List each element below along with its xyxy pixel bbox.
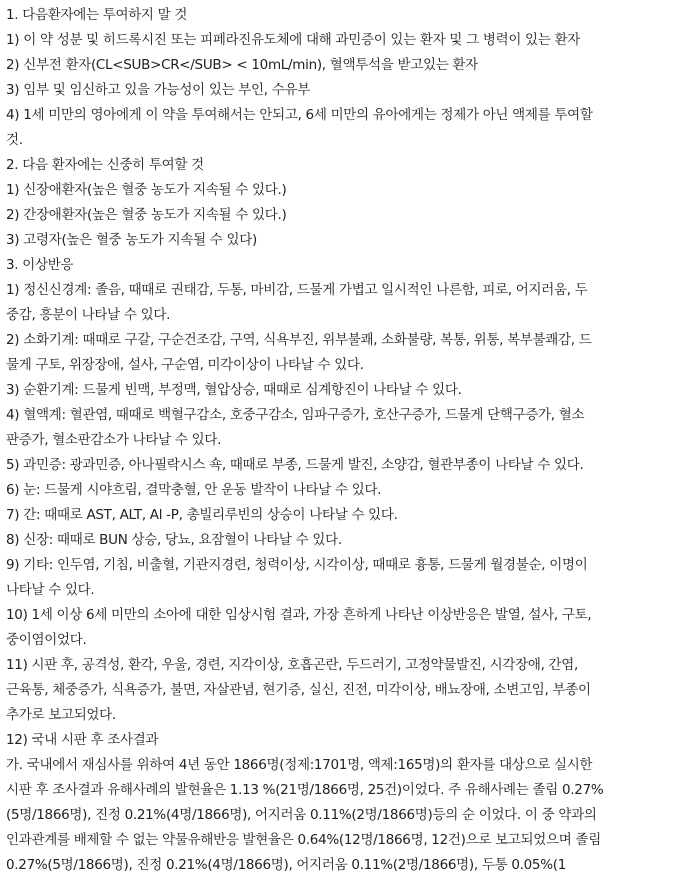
text-line: 3) 임부 및 임신하고 있을 가능성이 있는 부인, 수유부 [6, 82, 310, 98]
text-line: 시판 후 조사결과 유해사례의 발현율은 1.13 %(21명/1866명, 25건)이었다. 주 유해사례는 졸림 0.27% [6, 782, 604, 798]
text-line: 7) 간: 때때로 AST, ALT, Al -P, 총빌리루빈의 상승이 나타날 수 있다. [6, 507, 398, 523]
text-line: 10) 1세 이상 6세 미만의 소아에 대한 임상시험 결과, 가장 흔하게 나타난 이상반응은 발열, 설사, 구토, [6, 607, 592, 623]
text-line: 4) 1세 미만의 영아에게 이 약을 투여해서는 안되고, 6세 미만의 유아에게는 정제가 아닌 액제를 투여할 [6, 107, 593, 123]
text-line: 5) 과민증: 광과민증, 아나필락시스 쇽, 때때로 부종, 드물게 발진, 소양감, 혈관부종이 나타날 수 있다. [6, 457, 584, 473]
heading-contraindications: 1. 다음환자에는 투여하지 말 것 [6, 7, 188, 23]
text-line: 9) 기타: 인두염, 기침, 비출혈, 기관지경련, 청력이상, 시각이상, 때때로 흉통, 드물게 월경불순, 이명이 [6, 557, 588, 573]
heading-adverse-reactions: 3. 이상반응 [6, 257, 74, 273]
text-line: 1) 신장애환자(높은 혈중 농도가 지속될 수 있다.) [6, 182, 287, 198]
text-line: 판증가, 혈소판감소가 나타날 수 있다. [6, 432, 222, 448]
heading-precautions: 2. 다음 환자에는 신중히 투여할 것 [6, 157, 204, 173]
text-line: 12) 국내 시판 후 조사결과 [6, 732, 159, 748]
text-line: 4) 혈액계: 혈관염, 때때로 백혈구감소, 호중구감소, 임파구증가, 호산구증가, 드물게 단핵구증가, 혈소 [6, 407, 585, 423]
text-line: 근육통, 체중증가, 식욕증가, 불면, 자살관념, 현기증, 실신, 진전, 미각이상, 배뇨장애, 소변고임, 부종이 [6, 682, 591, 698]
text-line: 물게 구토, 위장장애, 설사, 구순염, 미각이상이 나타날 수 있다. [6, 357, 364, 373]
text-line: 3) 순환기계: 드물게 빈맥, 부정맥, 혈압상승, 때때로 심계항진이 나타날 수 있다. [6, 382, 462, 398]
text-line: 나타날 수 있다. [6, 582, 95, 598]
text-line: 추가로 보고되었다. [6, 707, 116, 723]
text-line: 6) 눈: 드물게 시야흐림, 결막충혈, 안 운동 발작이 나타날 수 있다. [6, 482, 382, 498]
text-line: 1) 정신신경계: 졸음, 때때로 권태감, 두통, 마비감, 드물게 가볍고 일시적인 나른함, 피로, 어지러움, 두 [6, 282, 588, 298]
text-line: 1) 이 약 성분 및 히드록시진 또는 피페라진유도체에 대해 과민증이 있는 환자 및 그 병력이 있는 환자 [6, 32, 581, 48]
text-line: 11) 시판 후, 공격성, 환각, 우울, 경련, 지각이상, 호흡곤란, 두드러기, 고정약물발진, 시각장애, 간염, [6, 657, 579, 673]
text-line: 2) 소화기계: 때때로 구갈, 구순건조감, 구역, 식욕부진, 위부불쾌, 소화불량, 복통, 위통, 복부불쾌감, 드 [6, 332, 592, 348]
text-line: 것. [6, 132, 23, 148]
text-line: 중이염이었다. [6, 632, 87, 648]
text-line: 중감, 흥분이 나타날 수 있다. [6, 307, 171, 323]
text-line: 3) 고령자(높은 혈중 농도가 지속될 수 있다) [6, 232, 257, 248]
text-line: 2) 신부전 환자(CL<SUB>CR</SUB> < 10mL/min), 혈액투석을 받고있는 환자 [6, 57, 478, 73]
text-line: 0.27%(5명/1866명), 진정 0.21%(4명/1866명), 어지러움 0.11%(2명/1866명), 두통 0.05%(1 [6, 857, 566, 873]
text-line: 8) 신장: 때때로 BUN 상승, 당뇨, 요잠혈이 나타날 수 있다. [6, 532, 342, 548]
text-line: 2) 간장애환자(높은 혈중 농도가 지속될 수 있다.) [6, 207, 287, 223]
text-line: (5명/1866명), 진정 0.21%(4명/1866명), 어지러움 0.11%(2명/1866명)등의 순 이었다. 이 중 약과의 [6, 807, 597, 823]
text-line: 인과관계를 배제할 수 없는 약물유해반응 발현율은 0.64%(12명/1866명, 12건)으로 보고되었으며 졸림 [6, 832, 601, 848]
text-line: 가. 국내에서 재심사를 위하여 4년 동안 1866명(정제:1701명, 액제:165명)의 환자를 대상으로 실시한 [6, 757, 593, 773]
